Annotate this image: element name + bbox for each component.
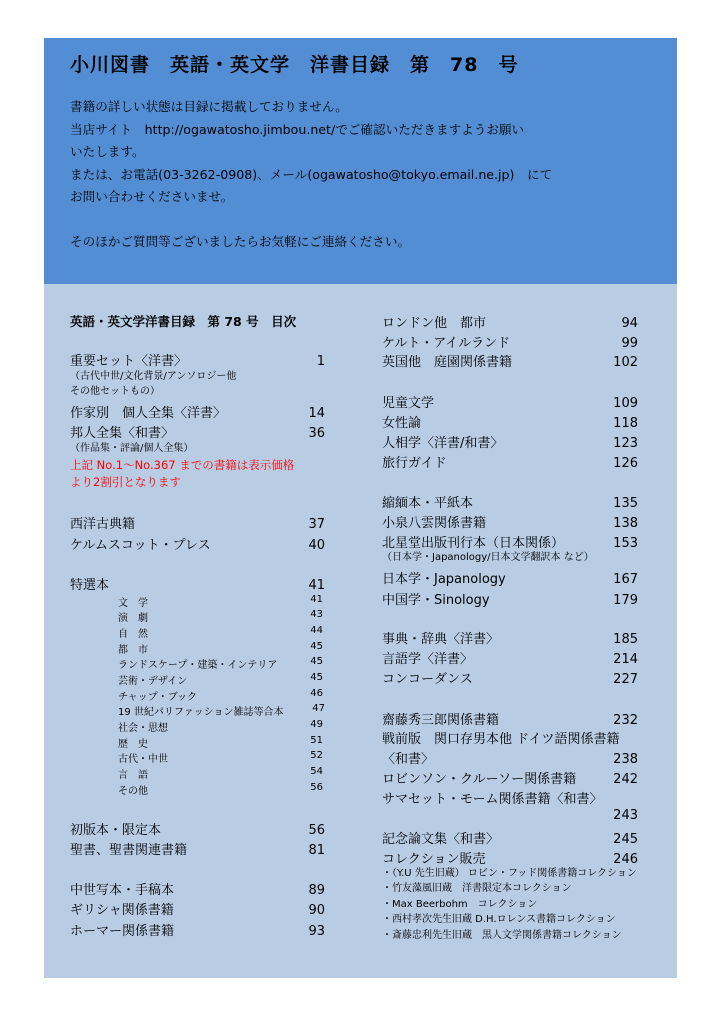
toc-subentry: 都 市 45: [118, 641, 323, 656]
toc-entry: 中国学・Sinology 179: [382, 593, 638, 608]
catalog-header: [44, 38, 677, 284]
toc-subentry: 社会・思想 49: [118, 719, 323, 734]
intro-line: 書籍の詳しい状態は目録に掲載しておりません。: [70, 99, 348, 114]
toc-entry: 記念論文集〈和書〉 245: [382, 832, 638, 847]
toc-subentry: 19 世紀パリファッション雑誌等合本 47: [118, 703, 325, 718]
collection-item: ・Max Beerbohm コレクション: [382, 899, 538, 910]
intro-text: [70, 96, 655, 253]
toc-subentry: 歴 史 51: [118, 735, 323, 750]
toc-subnote: （古代中世/文化背景/アンソロジー他: [70, 371, 237, 382]
toc-entry: 人相学〈洋書/和書〉 123: [382, 436, 638, 451]
toc-entry: 重要セット〈洋書〉 1: [70, 354, 325, 369]
toc-entry: ケルト・アイルランド 99: [382, 336, 638, 351]
toc-entry: ロビンソン・クルーソー関係書籍 242: [382, 772, 638, 787]
toc-entry: ホーマー関係書籍 93: [70, 924, 325, 939]
toc-entry: 英国他 庭園関係書籍 102: [382, 355, 638, 370]
intro-line: 当店サイト http://ogawatosho.jimbou.net/でご確認いただきますようお願い: [70, 121, 525, 137]
intro-line: または、お電話(03-3262-0908)、メール(ogawatosho@tokyo.email.ne.jp) にて: [70, 166, 553, 182]
toc-subnote: （日本学・Japanology/日本文学翻訳本 など）: [382, 552, 594, 563]
collection-item: ・西村孝次先生旧蔵 D.H.ロレンス書籍コレクション: [382, 914, 616, 925]
toc-subentry: チャップ・ブック 46: [118, 688, 323, 703]
toc-subentry: 演 劇 43: [118, 609, 323, 624]
toc-subentry: ランドスケープ・建築・インテリア 45: [118, 656, 323, 671]
toc-subnote: （作品集・評論/個人全集）: [70, 443, 194, 454]
toc-subentry: 自 然 44: [118, 625, 323, 640]
toc-entry: 聖書、聖書関連書籍 81: [70, 843, 325, 858]
toc-entry: サマセット・モーム関係書籍〈和書〉: [382, 792, 603, 807]
toc-entry: 北星堂出版刊行本（日本関係） 153: [382, 536, 638, 551]
toc-entry: ギリシャ関係書籍 90: [70, 903, 325, 918]
toc-entry: 旅行ガイド 126: [382, 456, 638, 471]
toc-entry: 特選本 41: [70, 578, 325, 593]
toc-entry: コレクション販売 246: [382, 852, 638, 867]
toc-entry: コンコーダンス 227: [382, 672, 638, 687]
intro-line: そのほかご質問等ございましたらお気軽にご連絡ください。: [70, 233, 411, 249]
toc-entry: 日本学・Japanology 167: [382, 572, 638, 587]
table-of-contents: [44, 284, 677, 978]
toc-subnote: その他セットもの）: [70, 386, 160, 397]
toc-subentry: 古代・中世 52: [118, 750, 323, 765]
toc-entry: 243: [613, 808, 638, 823]
toc-entry: 初版本・限定本 56: [70, 823, 325, 838]
toc-entry: 言語学〈洋書〉 214: [382, 652, 638, 667]
toc-entry: ロンドン他 都市 94: [382, 316, 638, 331]
discount-note: 上記 No.1～No.367 までの書籍は表示価格 より2割引となります: [70, 458, 295, 489]
toc-entry: 中世写本・手稿本 89: [70, 883, 325, 898]
intro-line: いたします。: [70, 144, 145, 159]
toc-entry: 西洋古典籍 37: [70, 517, 325, 532]
toc-entry: 邦人全集〈和書〉 36: [70, 426, 325, 441]
toc-entry: ケルムスコット・プレス 40: [70, 538, 325, 553]
toc-subentry: 言 語 54: [118, 766, 323, 781]
intro-line: お問い合わせくださいませ。: [70, 189, 234, 204]
toc-title: 英語・英文学洋書目録 第 78 号 目次: [70, 314, 297, 329]
toc-entry: 事典・辞典〈洋書〉 185: [382, 632, 638, 647]
toc-entry: 作家別 個人全集〈洋書〉 14: [70, 406, 325, 421]
toc-subentry: 文 学 41: [118, 594, 323, 609]
toc-subentry: 芸術・デザイン 45: [118, 672, 323, 687]
toc-entry: 小泉八雲関係書籍 138: [382, 516, 638, 531]
catalog-title: 小川図書 英語・英文学 洋書目録 第 78 号: [70, 54, 519, 76]
collection-item: ・竹友藻風旧蔵 洋書限定本コレクション: [382, 883, 572, 894]
toc-entry: 児童文学 109: [382, 396, 638, 411]
collection-item: ・斎藤忠利先生旧蔵 黒人文学関係書籍コレクション: [382, 930, 622, 941]
toc-subentry: その他 56: [118, 782, 323, 797]
toc-entry: 縮緬本・平紙本 135: [382, 496, 638, 511]
toc-entry: 齋藤秀三郎関係書籍 232: [382, 713, 638, 728]
toc-entry: 〈和書〉 238: [382, 752, 638, 767]
toc-entry: 女性論 118: [382, 416, 638, 431]
toc-entry: 戦前版 関口存男本他 ドイツ語関係書籍: [382, 732, 620, 747]
collection-item: ・（Y.U 先生旧蔵） ロビン・フッド関係書籍コレクション: [382, 868, 637, 879]
